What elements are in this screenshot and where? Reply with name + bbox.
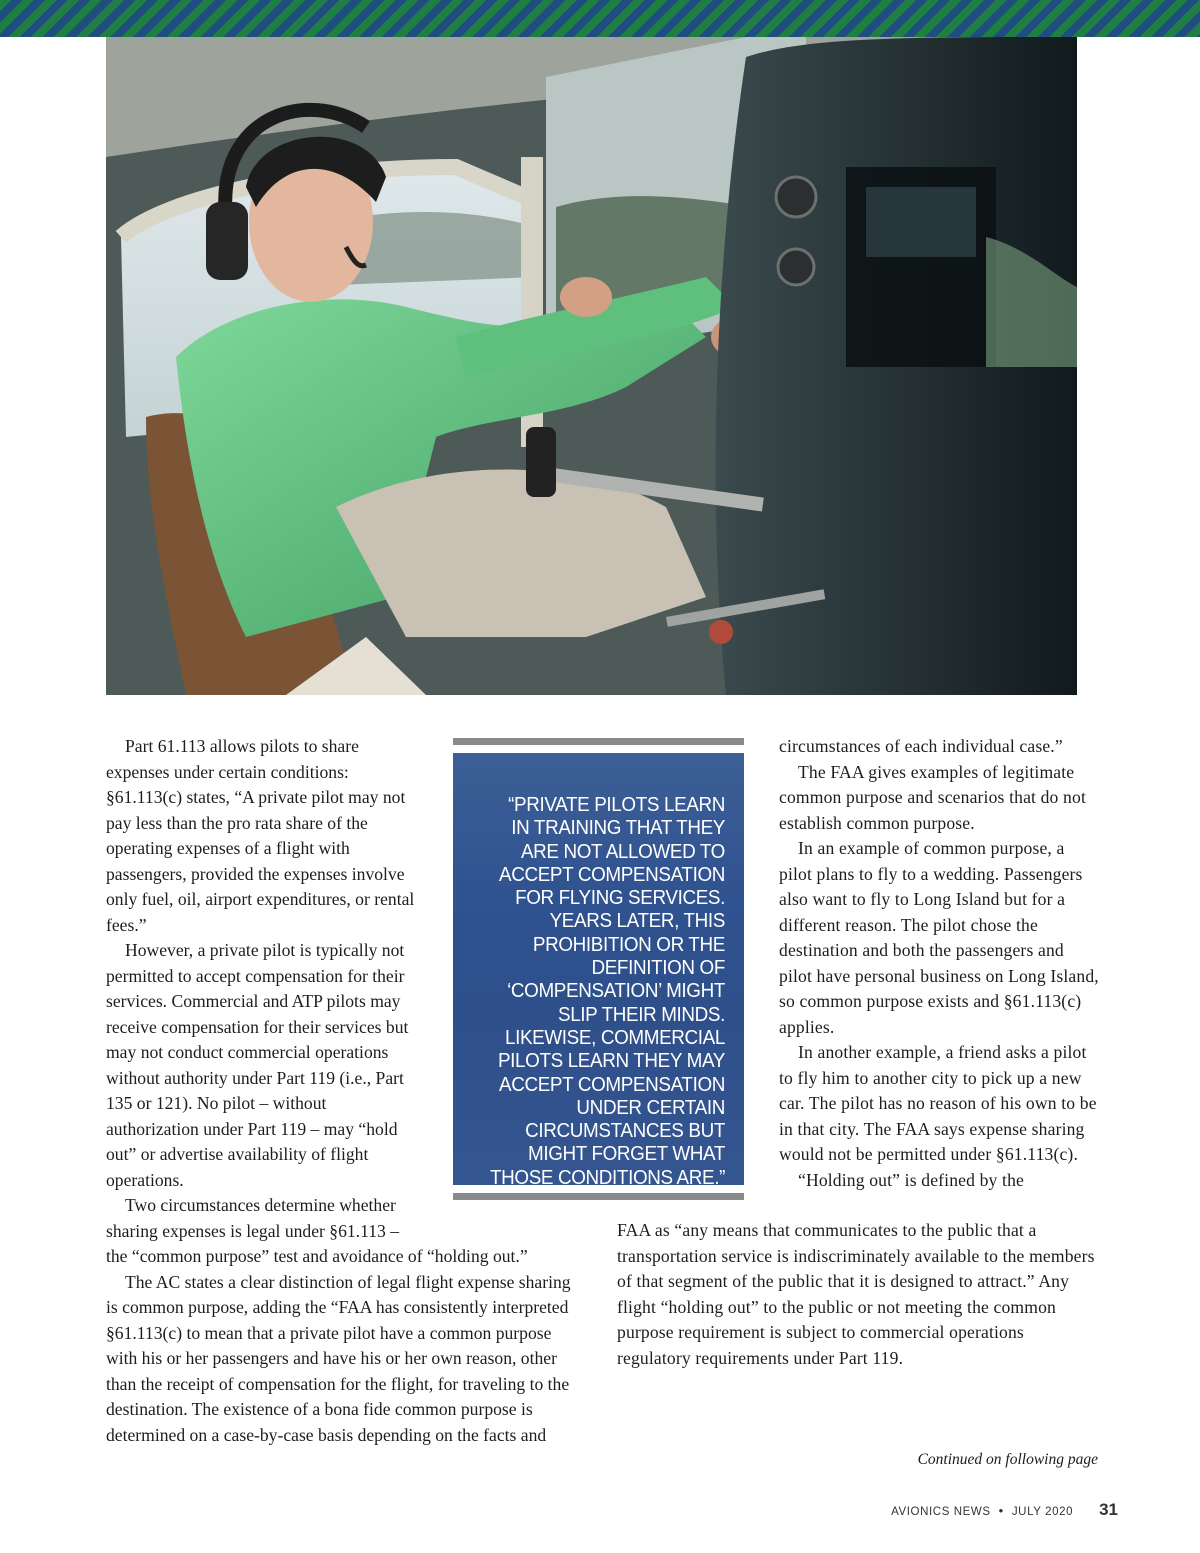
pull-quote-text: “PRIVATE PILOTS LEARN IN TRAINING THAT THEY ARE NOT ALLOWED TO ACCEPT COMPENSATION FOR FLYING SERVICES. YEARS LATER, THIS PROHIBITION OR THE DEFINITION OF ‘COMPENSATION’ MIGHT SLIP THEIR MINDS. LIKEWISE, COMMERCIAL PILOTS LEARN THEY MAY ACCEPT COMPENSATION UNDER CERTAIN CIRCUMSTANCES BUT MIGHT FORGET WHAT THOSE CONDITIONS ARE.” xyxy=(489,793,725,1189)
paragraph-faa-examples: The FAA gives examples of legitimate common purpose and scenarios that do not establish common purpose. xyxy=(779,761,1086,833)
paragraph-holding-out-definition: FAA as “any means that communicates to the public that a transportation service is indiscriminately available to the members of that segment of the public that it is designed to attract.” Any flight “holding out” to the public or not meeting the common purpose requirement is subject to commercial operations regulatory requirements under Part 119. xyxy=(617,1220,1095,1368)
continued-notice: Continued on following page xyxy=(917,1451,1098,1468)
paragraph-case-end: circumstances of each individual case.” xyxy=(779,736,1063,756)
paragraph-expense-sharing: Part 61.113 allows pilots to share expenses under certain conditions: §61.113(c) states, “A private pilot may not pay less than the pro rata share of the operating expenses of a flight with passengers, provided the expenses involve only fuel, oil, airport expenditures, or rental fees.” xyxy=(106,736,415,935)
footer-bullet: • xyxy=(998,1503,1004,1518)
article-column-3 xyxy=(779,734,1099,1193)
page-number: 31 xyxy=(1099,1500,1118,1519)
top-decorative-stripe xyxy=(0,0,1200,37)
paragraph-two-circumstances-cont: the “common purpose” test and avoidance of “holding out.” xyxy=(106,1246,528,1266)
paragraph-wedding-example: In an example of common purpose, a pilot plans to fly to a wedding. Passengers also want to fly to Long Island but for a different reason. The pilot chose the destination and both the passengers and pilot have personal business on Long Island, so common purpose exists and §61.113(c) applies. xyxy=(779,838,1099,1037)
paragraph-holding-out-start: “Holding out” is defined by the xyxy=(798,1169,1024,1190)
issue-date: JULY 2020 xyxy=(1011,1506,1074,1518)
paragraph-two-circumstances: Two circumstances determine whether sharing expenses is legal under §61.113 – xyxy=(106,1195,400,1241)
article-column-3-wide xyxy=(617,1218,1099,1371)
publication-name: AVIONICS NEWS xyxy=(891,1506,991,1518)
pull-quote-bottom-rule xyxy=(453,1193,744,1200)
paragraph-car-example: In another example, a friend asks a pilot to fly him to another city to pick up a new car. The pilot has no reason of his own to be in that city. The FAA says expense sharing would not be permitted under §61.113(c). xyxy=(779,1042,1097,1164)
pull-quote-top-rule xyxy=(453,738,744,745)
paragraph-compensation: However, a private pilot is typically not permitted to accept compensation for their services. Commercial and ATP pilots may receive compensation for their services but may not conduct commercial operations without authority under Part 119 (i.e., Part 135 or 121). No pilot – without authorization under Part 119 – may “hold out” or advertise availability of flight operations. xyxy=(106,940,409,1190)
paragraph-common-purpose: The AC states a clear distinction of legal flight expense sharing is common purpose, adding the “FAA has consistently interpreted §61.113(c) to mean that a private pilot have a common purpose with his or her passengers and have his or her own reason, other than the receipt of compensation for the flight, for traveling to the destination. The existence of a bona fide common purpose is determined on a case-by-case basis depending on the facts and xyxy=(106,1271,571,1445)
page-footer xyxy=(891,1500,1118,1520)
pull-quote xyxy=(453,738,744,1200)
cockpit-photo xyxy=(106,37,1077,695)
pull-quote-box xyxy=(453,753,744,1189)
